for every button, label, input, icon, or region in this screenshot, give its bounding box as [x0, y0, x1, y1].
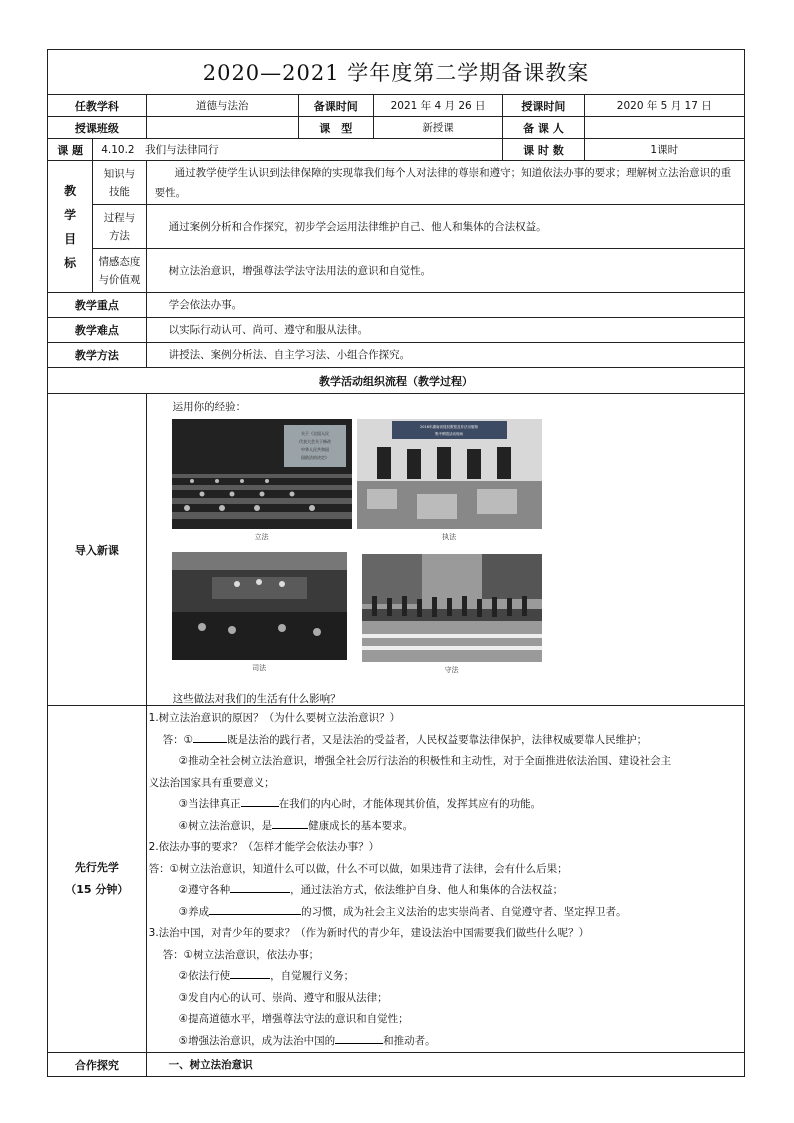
answer-2-3 — [149, 902, 744, 924]
objective-label-attitude — [93, 249, 146, 293]
law-abiding-photo-graphic — [362, 554, 542, 662]
objectives-char: 目 — [64, 231, 77, 246]
type-label: 课 型 — [298, 117, 373, 139]
photo-enforcement — [357, 419, 542, 529]
answer-3-4: ④提高道德水平，增强尊法守法的意识和自觉性； — [178, 1013, 409, 1025]
intro-lead: 运用你的经验： — [172, 401, 247, 413]
answer-3-5 — [149, 1031, 744, 1053]
fill-blank[interactable] — [241, 795, 279, 807]
key-point-text: 学会依法办事。 — [146, 293, 744, 318]
answer-text: ④树立法治意识，是 — [178, 819, 273, 832]
banner-text: 2016年湖南省侵权假冒及非法出版物 — [419, 425, 478, 429]
lesson-plan-page — [47, 49, 745, 1077]
teach-time-value: 2020 年 5 月 17 日 — [584, 95, 744, 117]
enforcement-photo-graphic — [357, 419, 542, 529]
intro-content — [146, 394, 744, 706]
preparer-label: 备 课 人 — [503, 117, 584, 139]
prep-time-value: 2021 年 4 月 26 日 — [373, 95, 503, 117]
flow-header: 教学活动组织流程（教学过程） — [48, 368, 745, 394]
objectives-char: 教 — [64, 183, 77, 198]
question-2: 2.依法办事的要求？（怎样才能学会依法办事？） — [148, 841, 380, 853]
objective-label-line: 情感态度 — [98, 255, 141, 268]
class-label: 授课班级 — [48, 117, 147, 139]
answer-text: 的习惯，成为社会主义法治的忠实崇尚者、自觉遵守者、坚定捍卫者。 — [301, 905, 627, 918]
answer-1-1 — [149, 730, 744, 752]
page-title: 2020—2021 学年度第二学期备课教案 — [48, 50, 745, 95]
class-value — [146, 117, 298, 139]
answer-text: ，自觉履行义务； — [270, 970, 355, 982]
answer-text: ②依法行使 — [178, 970, 231, 982]
preview-label — [48, 706, 147, 1053]
topic-label: 课 题 — [48, 139, 93, 161]
caption-enforcement: 执法 — [442, 533, 457, 541]
objectives-char: 学 — [64, 207, 77, 222]
objective-label-knowledge — [93, 161, 146, 205]
answer-2-2 — [149, 880, 744, 902]
objective-label-line: 与价值观 — [98, 273, 141, 286]
coop-label: 合作探究 — [48, 1053, 147, 1077]
fill-blank[interactable] — [230, 881, 290, 893]
question-3: 3.法治中国，对青少年的要求？（作为新时代的青少年，建设法治中国需要我们做些什么呢？） — [148, 927, 590, 939]
fill-blank[interactable] — [209, 903, 301, 915]
key-point-label: 教学重点 — [48, 293, 147, 318]
photo-judicature — [172, 552, 347, 660]
objective-label-line: 技能 — [108, 185, 130, 198]
topic-value: 4.10.2 我们与法律同行 — [93, 139, 503, 161]
objective-label-line: 过程与 — [103, 211, 136, 224]
answer-text: 答：① — [162, 733, 194, 746]
answer-text: ⑤增强法治意识，成为法治中国的 — [178, 1034, 336, 1047]
answer-text: 既是法治的践行者，又是法治的受益者，人民权益要靠法律保护，法律权威要靠人民维护； — [227, 733, 648, 746]
legislation-photo-graphic — [172, 419, 352, 529]
photo-law-abiding — [362, 554, 542, 662]
subject-value: 道德与法治 — [146, 95, 298, 117]
answer-3-3: ③发自内心的认可、崇尚、遵守和服从法律； — [178, 991, 388, 1004]
objectives-label — [48, 161, 93, 293]
preview-content — [146, 706, 744, 1053]
coop-text: 一、树立法治意识 — [146, 1053, 744, 1077]
answer-text: ，通过法治方式，依法维护自身、他人和集体的合法权益； — [290, 884, 564, 896]
fill-blank[interactable] — [335, 1032, 383, 1044]
hours-value: 1课时 — [584, 139, 744, 161]
screen-text: 代表大会关于修改 — [298, 439, 331, 444]
difficulty-text: 以实际行动认可、尚可、遵守和服从法律。 — [146, 318, 744, 343]
hours-label: 课 时 数 — [503, 139, 584, 161]
subject-label: 任教学科 — [48, 95, 147, 117]
answer-3-1: 答：①树立法治意识，依法办事； — [162, 948, 320, 961]
answer-1-2: ②推动全社会树立法治意识，增强全社会厉行法治的积极性和主动性，对于全面推进依法治国、建设社会主 — [178, 755, 672, 767]
answer-1-3 — [149, 794, 744, 816]
intro-photos — [147, 394, 744, 694]
objective-text-process: 通过案例分析和合作探究，初步学会运用法律维护自己、他人和集体的合法权益。 — [146, 205, 744, 249]
preparer-value — [584, 117, 744, 139]
objective-label-process — [93, 205, 146, 249]
caption-law-abiding: 守法 — [444, 666, 459, 674]
caption-judicature: 司法 — [252, 664, 267, 672]
answer-1-2-cont: 义法治国家具有重要意义； — [148, 776, 275, 789]
screen-text: 关于《全国人民 — [300, 431, 329, 436]
banner-text: 集中销毁活动现场 — [434, 432, 463, 436]
preview-label-main: 先行先学 — [74, 861, 119, 874]
objective-label-line: 知识与 — [103, 167, 136, 180]
type-value: 新授课 — [373, 117, 503, 139]
fill-blank[interactable] — [193, 731, 227, 743]
answer-text: 在我们的内心时，才能体现其价值，发挥其应有的功能。 — [278, 798, 542, 810]
preview-label-time: （15 分钟） — [65, 883, 129, 896]
answer-text: ③养成 — [178, 905, 210, 918]
answer-2-1: 答：①树立法治意识，知道什么可以做，什么不可以做，如果违背了法律，会有什么后果； — [148, 862, 568, 875]
judicature-photo-graphic — [172, 552, 347, 660]
screen-text: 国防法的决定》 — [300, 455, 329, 460]
answer-text: 和推动者。 — [383, 1034, 436, 1047]
method-text: 讲授法、案例分析法、自主学习法、小组合作探究。 — [146, 343, 744, 368]
caption-legislation: 立法 — [254, 533, 269, 541]
answer-1-4 — [149, 816, 744, 838]
fill-blank[interactable] — [272, 817, 308, 829]
question-1: 1.树立法治意识的原因？（为什么要树立法治意识？） — [148, 712, 401, 724]
objective-label-line: 方法 — [108, 229, 130, 242]
teach-time-label: 授课时间 — [503, 95, 584, 117]
objective-text-attitude: 树立法治意识，增强尊法学法守法用法的意识和自觉性。 — [146, 249, 744, 293]
prep-time-label: 备课时间 — [298, 95, 373, 117]
objectives-char: 标 — [64, 255, 77, 270]
answer-text: 健康成长的基本要求。 — [308, 819, 414, 832]
lesson-plan-table — [47, 49, 745, 1077]
method-label: 教学方法 — [48, 343, 147, 368]
answer-text: ②遵守各种 — [178, 884, 231, 896]
screen-text: 中华人民共和国 — [300, 447, 329, 452]
objective-text-knowledge: 通过教学使学生认识到法律保障的实现靠我们每个人对法律的尊崇和遵守；知道依法办事的要求；理解树立法治意识的重要性。 — [146, 161, 744, 205]
answer-3-2 — [149, 966, 744, 988]
fill-blank[interactable] — [230, 967, 270, 979]
answer-text: ③当法律真正 — [178, 798, 241, 810]
photo-legislation — [172, 419, 352, 529]
intro-question: 这些做法对我们的生活有什么影响？ — [172, 693, 341, 705]
difficulty-label: 教学难点 — [48, 318, 147, 343]
intro-label: 导入新课 — [48, 394, 147, 706]
